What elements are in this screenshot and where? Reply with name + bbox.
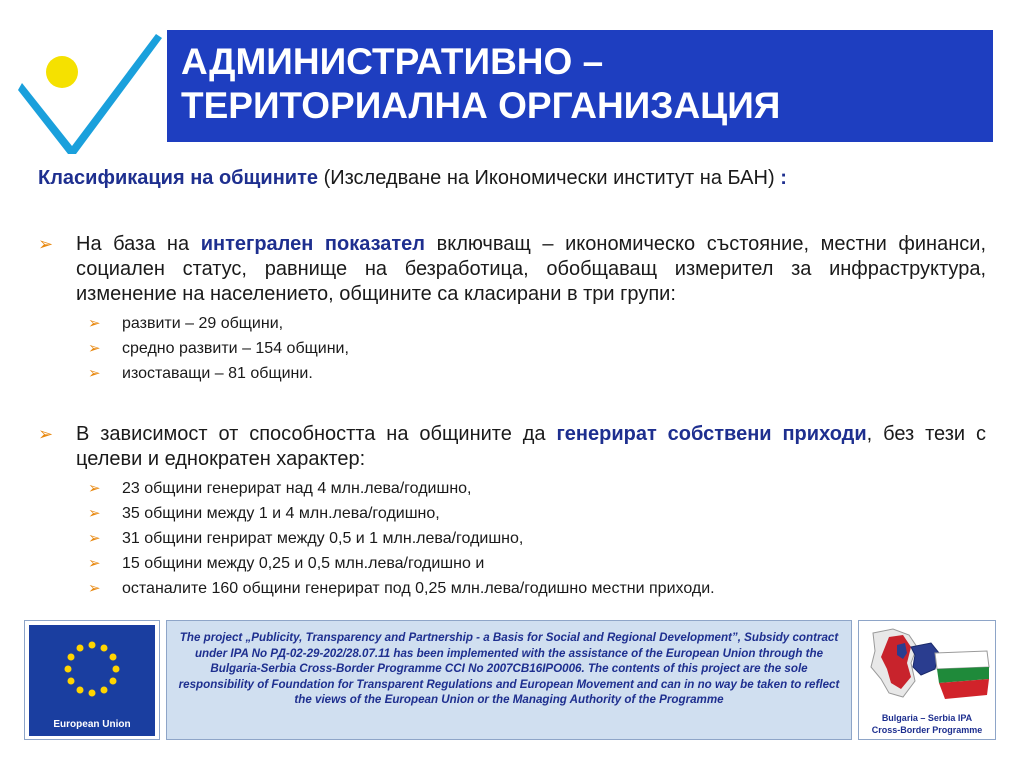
arrow-bullet-icon: ➢ xyxy=(88,580,101,597)
arrow-bullet-icon: ➢ xyxy=(38,234,54,254)
heading-strong: Класификация на общините xyxy=(38,167,318,189)
bullet-integral-indicator: ➢ На база на интегрален показател включващ – икономическо състояние, местни финанси, социален статус, равнище на безработица, обобщаващ измерител за инфраструктура, изменение на населението, общините са класирани в три групи: xyxy=(38,233,987,305)
programme-map-box xyxy=(858,620,996,740)
slide-content xyxy=(38,232,986,601)
footer xyxy=(24,620,996,740)
eu-flag-icon xyxy=(29,625,155,736)
arrow-bullet-icon: ➢ xyxy=(88,315,101,332)
list-item: ➢ 31 общини генрират между 0,5 и 1 млн.лева/годишно, xyxy=(88,526,986,551)
arrow-bullet-icon: ➢ xyxy=(88,480,101,497)
title-line-2: ТЕРИТОРИАЛНА ОРГАНИЗАЦИЯ xyxy=(181,85,781,126)
list-item: ➢ 35 общини между 1 и 4 млн.лева/годишно, xyxy=(88,501,986,526)
classification-heading xyxy=(38,165,787,191)
eu-label: European Union xyxy=(53,719,131,730)
checkmark-sun-logo xyxy=(18,28,166,154)
eu-logo-box xyxy=(24,620,160,740)
bulgaria-serbia-map-icon xyxy=(859,623,995,709)
arrow-bullet-icon: ➢ xyxy=(88,530,101,547)
heading-colon: : xyxy=(780,167,787,189)
revenue-list xyxy=(38,476,986,601)
arrow-bullet-icon: ➢ xyxy=(88,555,101,572)
arrow-bullet-icon: ➢ xyxy=(38,424,54,444)
list-item: ➢ развити – 29 общини, xyxy=(88,311,986,336)
programme-label-2: Cross-Border Programme xyxy=(871,725,983,735)
list-item: ➢ 15 общини между 0,25 и 0,5 млн.лева/годишно и xyxy=(88,551,986,576)
list-item: ➢ изоставащи – 81 общини. xyxy=(88,361,986,386)
list-item: ➢ останалите 160 общини генерират под 0,25 млн.лева/годишно местни приходи. xyxy=(88,576,986,601)
arrow-bullet-icon: ➢ xyxy=(88,340,101,357)
group-list xyxy=(38,311,986,386)
arrow-bullet-icon: ➢ xyxy=(88,365,101,382)
list-item: ➢ средно развити – 154 общини, xyxy=(88,336,986,361)
list-item: ➢ 23 общини генерират над 4 млн.лева/годишно, xyxy=(88,476,986,501)
highlight-own-revenues: генерират собствени приходи xyxy=(556,423,867,445)
project-disclaimer: The project „Publicity, Transparency and Partnership - a Basis for Social and Regional Development”, Subsidy contract under IPA No РД-02-29-202/28.07.11 has been implemented with the assistance of the European Union through the Bulgaria-Serbia Cross-Border Programme CCI No 2007CB16IPO006. The contents of this project are the sole responsibility of Foundation for Transparent Regulations and European Movement and can in no way be taken to reflect the views of the European Union or the Managing Authority of the Programme xyxy=(166,620,852,740)
heading-source: (Изследване на Икономически институт на БАН) xyxy=(323,167,775,189)
programme-label-1: Bulgaria – Serbia IPA xyxy=(881,713,973,723)
arrow-bullet-icon: ➢ xyxy=(88,505,101,522)
title-line-1: АДМИНИСТРАТИВНО – xyxy=(181,41,604,82)
title-banner xyxy=(167,30,993,142)
highlight-integral-indicator: интегрален показател xyxy=(200,233,425,255)
bullet-own-revenues: ➢ В зависимост от способността на общините да генерират собствени приходи, без тези с целеви и еднократен характер: xyxy=(38,423,986,470)
